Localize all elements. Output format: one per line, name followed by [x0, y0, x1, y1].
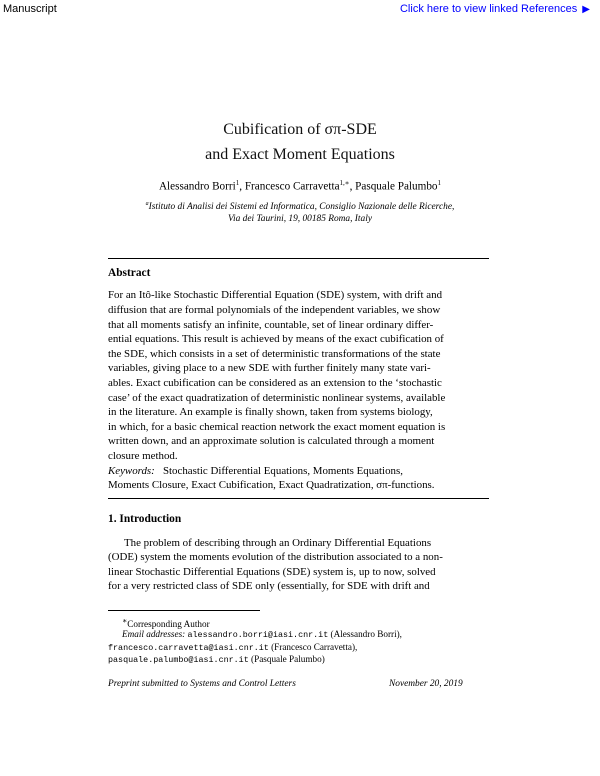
abstract-line: closure method.	[108, 450, 178, 462]
footnote-corresponding: ∗Corresponding Author	[122, 616, 210, 630]
author-1-sup: 1	[235, 179, 240, 187]
footnote-email-line-2	[108, 642, 357, 653]
abstract-line: written down, and an approximate solution is calculated through a moment	[108, 435, 435, 447]
top-bar	[0, 0, 600, 18]
footnote-email-line-3	[108, 654, 325, 665]
footer-preprint: Preprint submitted to Systems and Control Letters	[108, 679, 296, 689]
author-3: Pasquale Palumbo	[355, 180, 438, 193]
affiliation-sup: a	[145, 201, 149, 207]
abstract-line: diffusion that are formal polynomials of the independent variables, we show	[108, 304, 441, 316]
email-name-2: (Francesco Carravetta),	[271, 642, 358, 652]
keywords-label: Keywords:	[108, 465, 155, 477]
author-list: Alessandro Borri$^1$, Francesco Carravetta$^{1,∗}$, Pasquale Palumbo$^1$	[158, 179, 442, 193]
affiliation-line-2: Via dei Taurini, 19, 00185 Roma, Italy	[227, 214, 372, 224]
abstract-line: ential equations. This result is achieved by means of the exact cubification of	[108, 333, 444, 345]
paper-title-line-2: and Exact Moment Equations	[205, 146, 395, 163]
paper-title-line-1: Cubification of σπ-SDE	[223, 121, 377, 138]
footnote-email-line-1	[122, 629, 402, 640]
intro-line: (ODE) system the moments evolution of the distribution associated to a non-	[108, 551, 443, 563]
abstract-line: that all moments satisfy an infinite, countable, set of linear ordinary differ-	[108, 319, 434, 331]
affiliation-line-1	[0, 201, 600, 212]
abstract-top-rule	[108, 258, 489, 259]
abstract-heading: Abstract	[108, 267, 151, 279]
abstract-line: case’ of the exact quadratization of deterministic nonlinear systems, available	[108, 392, 446, 404]
email-link-1[interactable]: alessandro.borri@iasi.cnr.it	[187, 630, 329, 640]
email-link-3[interactable]: pasquale.palumbo@iasi.cnr.it	[108, 655, 249, 665]
introduction-heading: 1. Introduction	[108, 513, 182, 525]
linked-references-link[interactable]	[400, 3, 590, 15]
abstract-line: For an Itô-like Stochastic Differential Equation (SDE) system, with drift and	[108, 289, 443, 301]
intro-line: for a very restricted class of SDE only (essentially, for SDE with drift and	[108, 580, 430, 592]
intro-line: linear Stochastic Differential Equations (SDE) system is, up to now, solved	[108, 566, 436, 578]
abstract-line: in the literature. An example is finally shown, taken from systems biology,	[108, 406, 433, 418]
abstract-line: in which, for a basic chemical reaction network the exact moment equation is	[108, 421, 446, 433]
footer-date: November 20, 2019	[389, 679, 463, 689]
email-link-2[interactable]: francesco.carravetta@iasi.cnr.it	[108, 643, 269, 653]
email-name-1: (Alessandro Borri),	[330, 629, 402, 639]
abstract-line: ables. Exact cubification can be considered as an extension to the ‘stochastic	[108, 377, 442, 389]
corresponding-text: Corresponding Author	[127, 619, 210, 630]
manuscript-label: Manuscript	[3, 3, 57, 15]
right-arrow-icon: ▶	[582, 4, 590, 15]
email-label: Email addresses:	[122, 629, 186, 639]
keywords-line-1	[108, 465, 489, 478]
abstract-bottom-rule	[108, 498, 489, 499]
author-1: Alessandro Borri	[158, 180, 236, 193]
abstract-line: the SDE, which consists in a set of deterministic transformations of the state	[108, 348, 441, 360]
author-2-sup: 1,∗	[339, 179, 350, 187]
author-2: Francesco Carravetta	[244, 180, 340, 193]
abstract-line: variables, giving place to a new SDE with further finitely many state vari-	[108, 362, 431, 374]
intro-line: The problem of describing through an Ordinary Differential Equations	[124, 537, 432, 549]
linked-references-text: Click here to view linked References	[399, 3, 578, 15]
keywords-text-1: Stochastic Differential Equations, Moments Equations,	[162, 465, 403, 477]
email-name-3: (Pasquale Palumbo)	[251, 654, 325, 664]
footnote-rule	[108, 610, 260, 611]
author-3-sup: 1	[437, 179, 442, 187]
keywords-line-2: Moments Closure, Exact Cubification, Exact Quadratization, σπ-functions.	[108, 479, 435, 491]
affiliation-text-1: Istituto di Analisi dei Sistemi ed Informatica, Consiglio Nazionale delle Ricerche,	[148, 202, 455, 213]
